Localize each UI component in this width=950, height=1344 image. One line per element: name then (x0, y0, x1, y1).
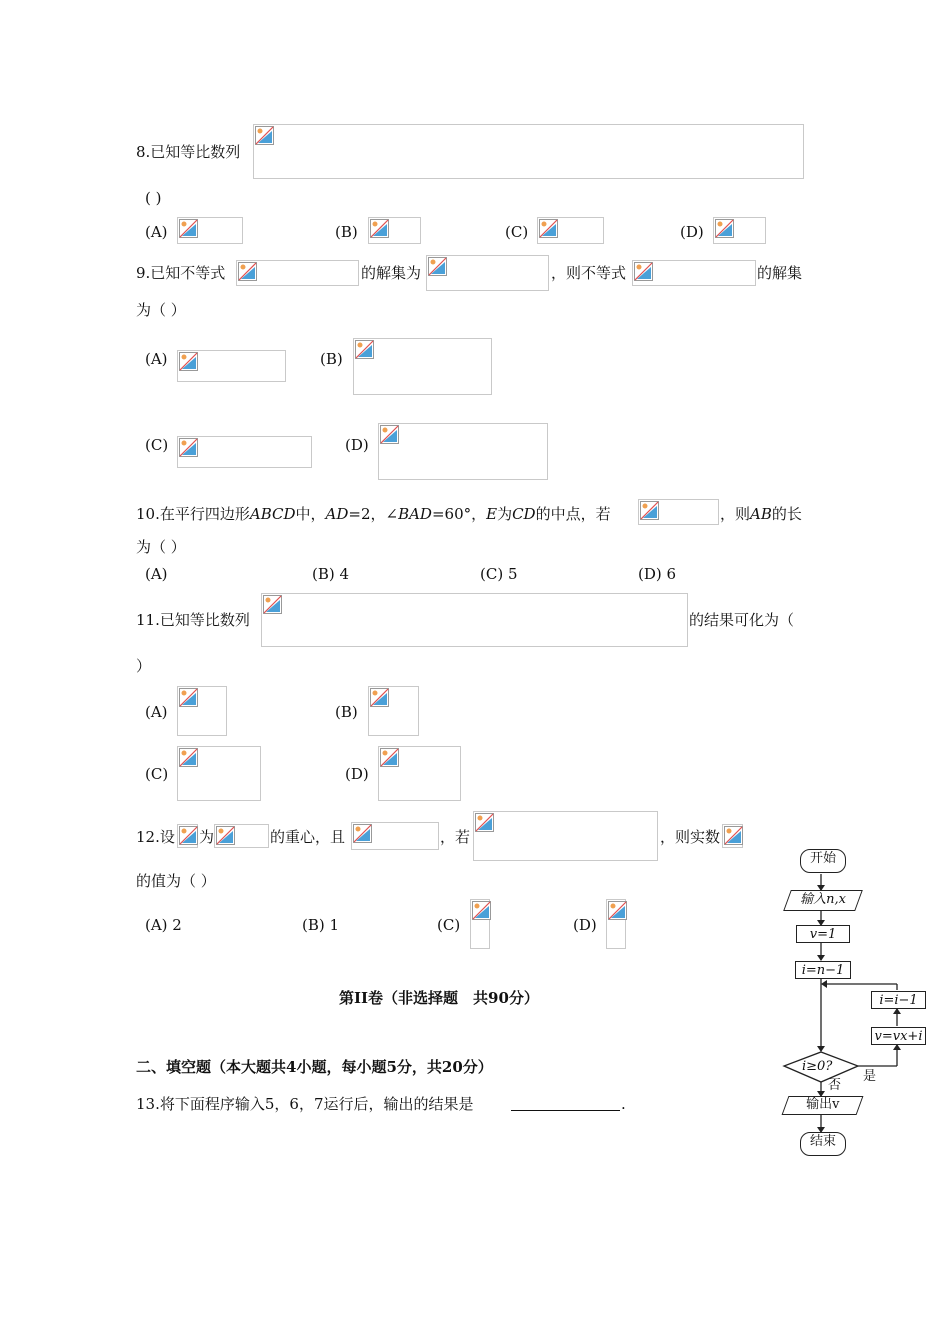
broken-image-icon (255, 126, 274, 145)
broken-image-icon (539, 219, 558, 238)
q12-option-a: (A) 2 (145, 916, 182, 934)
broken-image-icon (715, 219, 734, 238)
flow-no-label: 否 (828, 1078, 842, 1093)
formula-image (537, 217, 604, 244)
flow-v-init: v=1 (796, 925, 850, 943)
fill-section-title: 二、填空题（本大题共4小题，每小题5分，共20分） (136, 1058, 493, 1076)
flow-output: 输出v (782, 1096, 864, 1115)
q10-option-d: (D) 6 (638, 565, 677, 583)
broken-image-icon (370, 688, 389, 707)
q12-option-b: (B) 1 (302, 916, 340, 934)
section-title: 第II卷（非选择题 共90分） (339, 989, 539, 1007)
answer-blank (511, 1109, 620, 1111)
formula-image (638, 499, 719, 525)
formula-image (253, 124, 804, 179)
broken-image-icon (179, 219, 198, 238)
formula-image (177, 217, 243, 244)
formula-image (473, 811, 658, 861)
q8-option-d: (D) (680, 223, 704, 241)
q8-option-c: (C) (505, 223, 529, 241)
formula-image (368, 686, 419, 736)
q8-text: 8.已知等比数列 (136, 143, 241, 161)
q11-option-c: (C) (145, 765, 169, 783)
broken-image-icon (640, 501, 659, 520)
flow-update-v: v=vx+i (871, 1027, 926, 1045)
q9-option-c: (C) (145, 436, 169, 454)
flow-yes-label: 是 (863, 1069, 877, 1084)
broken-image-icon (238, 262, 257, 281)
formula-image (378, 423, 548, 480)
q12-text-4: ，若 (440, 828, 471, 846)
q10-option-a: (A) (145, 565, 168, 583)
q9-text-1: 9.已知不等式 (136, 264, 226, 282)
q9-option-d: (D) (345, 436, 369, 454)
q10-text-2: 为（ ） (136, 538, 186, 556)
q9-text-2: 的解集为 (361, 264, 422, 282)
broken-image-icon (380, 748, 399, 767)
formula-image (606, 899, 626, 949)
q12-option-d: (D) (573, 916, 597, 934)
q9-text-5: 为（ ） (136, 301, 186, 319)
q9-option-b: (B) (320, 350, 343, 368)
broken-image-icon (179, 826, 198, 845)
q12-text-2: 为 (199, 828, 215, 846)
formula-image (632, 260, 756, 286)
flow-dec-i: i=i−1 (871, 991, 926, 1009)
q10-text-end: ，则AB的长 (720, 505, 802, 523)
q11-option-d: (D) (345, 765, 369, 783)
q8-option-a: (A) (145, 223, 168, 241)
q11-option-b: (B) (335, 703, 358, 721)
broken-image-icon (179, 688, 198, 707)
q10-option-c: (C) 5 (480, 565, 518, 583)
formula-image (470, 899, 490, 949)
formula-image (351, 822, 439, 850)
q11-text-2: 的结果可化为（ (689, 611, 795, 629)
broken-image-icon (355, 340, 374, 359)
formula-image (177, 746, 261, 801)
q9-option-a: (A) (145, 350, 168, 368)
broken-image-icon (353, 824, 372, 843)
broken-image-icon (179, 352, 198, 371)
flow-input: 输入n,x (783, 890, 863, 911)
broken-image-icon (608, 901, 627, 920)
broken-image-icon (380, 425, 399, 444)
broken-image-icon (370, 219, 389, 238)
formula-image (214, 824, 269, 848)
broken-image-icon (216, 826, 235, 845)
flow-i-init: i=n−1 (795, 961, 851, 979)
formula-image (177, 350, 286, 382)
q10-option-b: (B) 4 (312, 565, 350, 583)
broken-image-icon (179, 438, 198, 457)
formula-image (177, 686, 227, 736)
broken-image-icon (724, 826, 743, 845)
formula-image (426, 255, 549, 291)
q12-option-c: (C) (437, 916, 461, 934)
q12-text-5: ，则实数 (660, 828, 721, 846)
q10-text: 10.在平行四边形ABCD中，AD=2，∠BAD=60°，E为CD的中点，若 (136, 505, 611, 523)
broken-image-icon (263, 595, 282, 614)
formula-image (261, 593, 688, 647)
q12-text-3: 的重心，且 (270, 828, 346, 846)
broken-image-icon (634, 262, 653, 281)
q13-end: . (621, 1095, 626, 1113)
formula-image (177, 436, 312, 468)
broken-image-icon (472, 901, 491, 920)
flow-end: 结束 (800, 1132, 846, 1156)
q13-text: 13.将下面程序输入5，6，7运行后，输出的结果是 (136, 1095, 474, 1113)
q8-option-b: (B) (335, 223, 358, 241)
formula-image (368, 217, 421, 244)
broken-image-icon (428, 257, 447, 276)
formula-image (378, 746, 461, 801)
formula-image (713, 217, 766, 244)
q12-text-1: 12.设 (136, 828, 175, 846)
q11-text-3: ） (136, 657, 152, 675)
formula-image (236, 260, 359, 286)
q8-paren: ( ) (145, 189, 162, 207)
q12-text-6: 的值为（ ） (136, 872, 216, 890)
broken-image-icon (179, 748, 198, 767)
formula-image (177, 824, 198, 848)
flow-condition: i≥0? (802, 1059, 833, 1074)
q11-option-a: (A) (145, 703, 168, 721)
flow-start: 开始 (800, 849, 846, 873)
q9-text-3: ，则不等式 (551, 264, 627, 282)
q11-text-1: 11.已知等比数列 (136, 611, 250, 629)
formula-image (353, 338, 492, 395)
q9-text-4: 的解集 (757, 264, 803, 282)
broken-image-icon (475, 813, 494, 832)
formula-image (722, 824, 743, 848)
